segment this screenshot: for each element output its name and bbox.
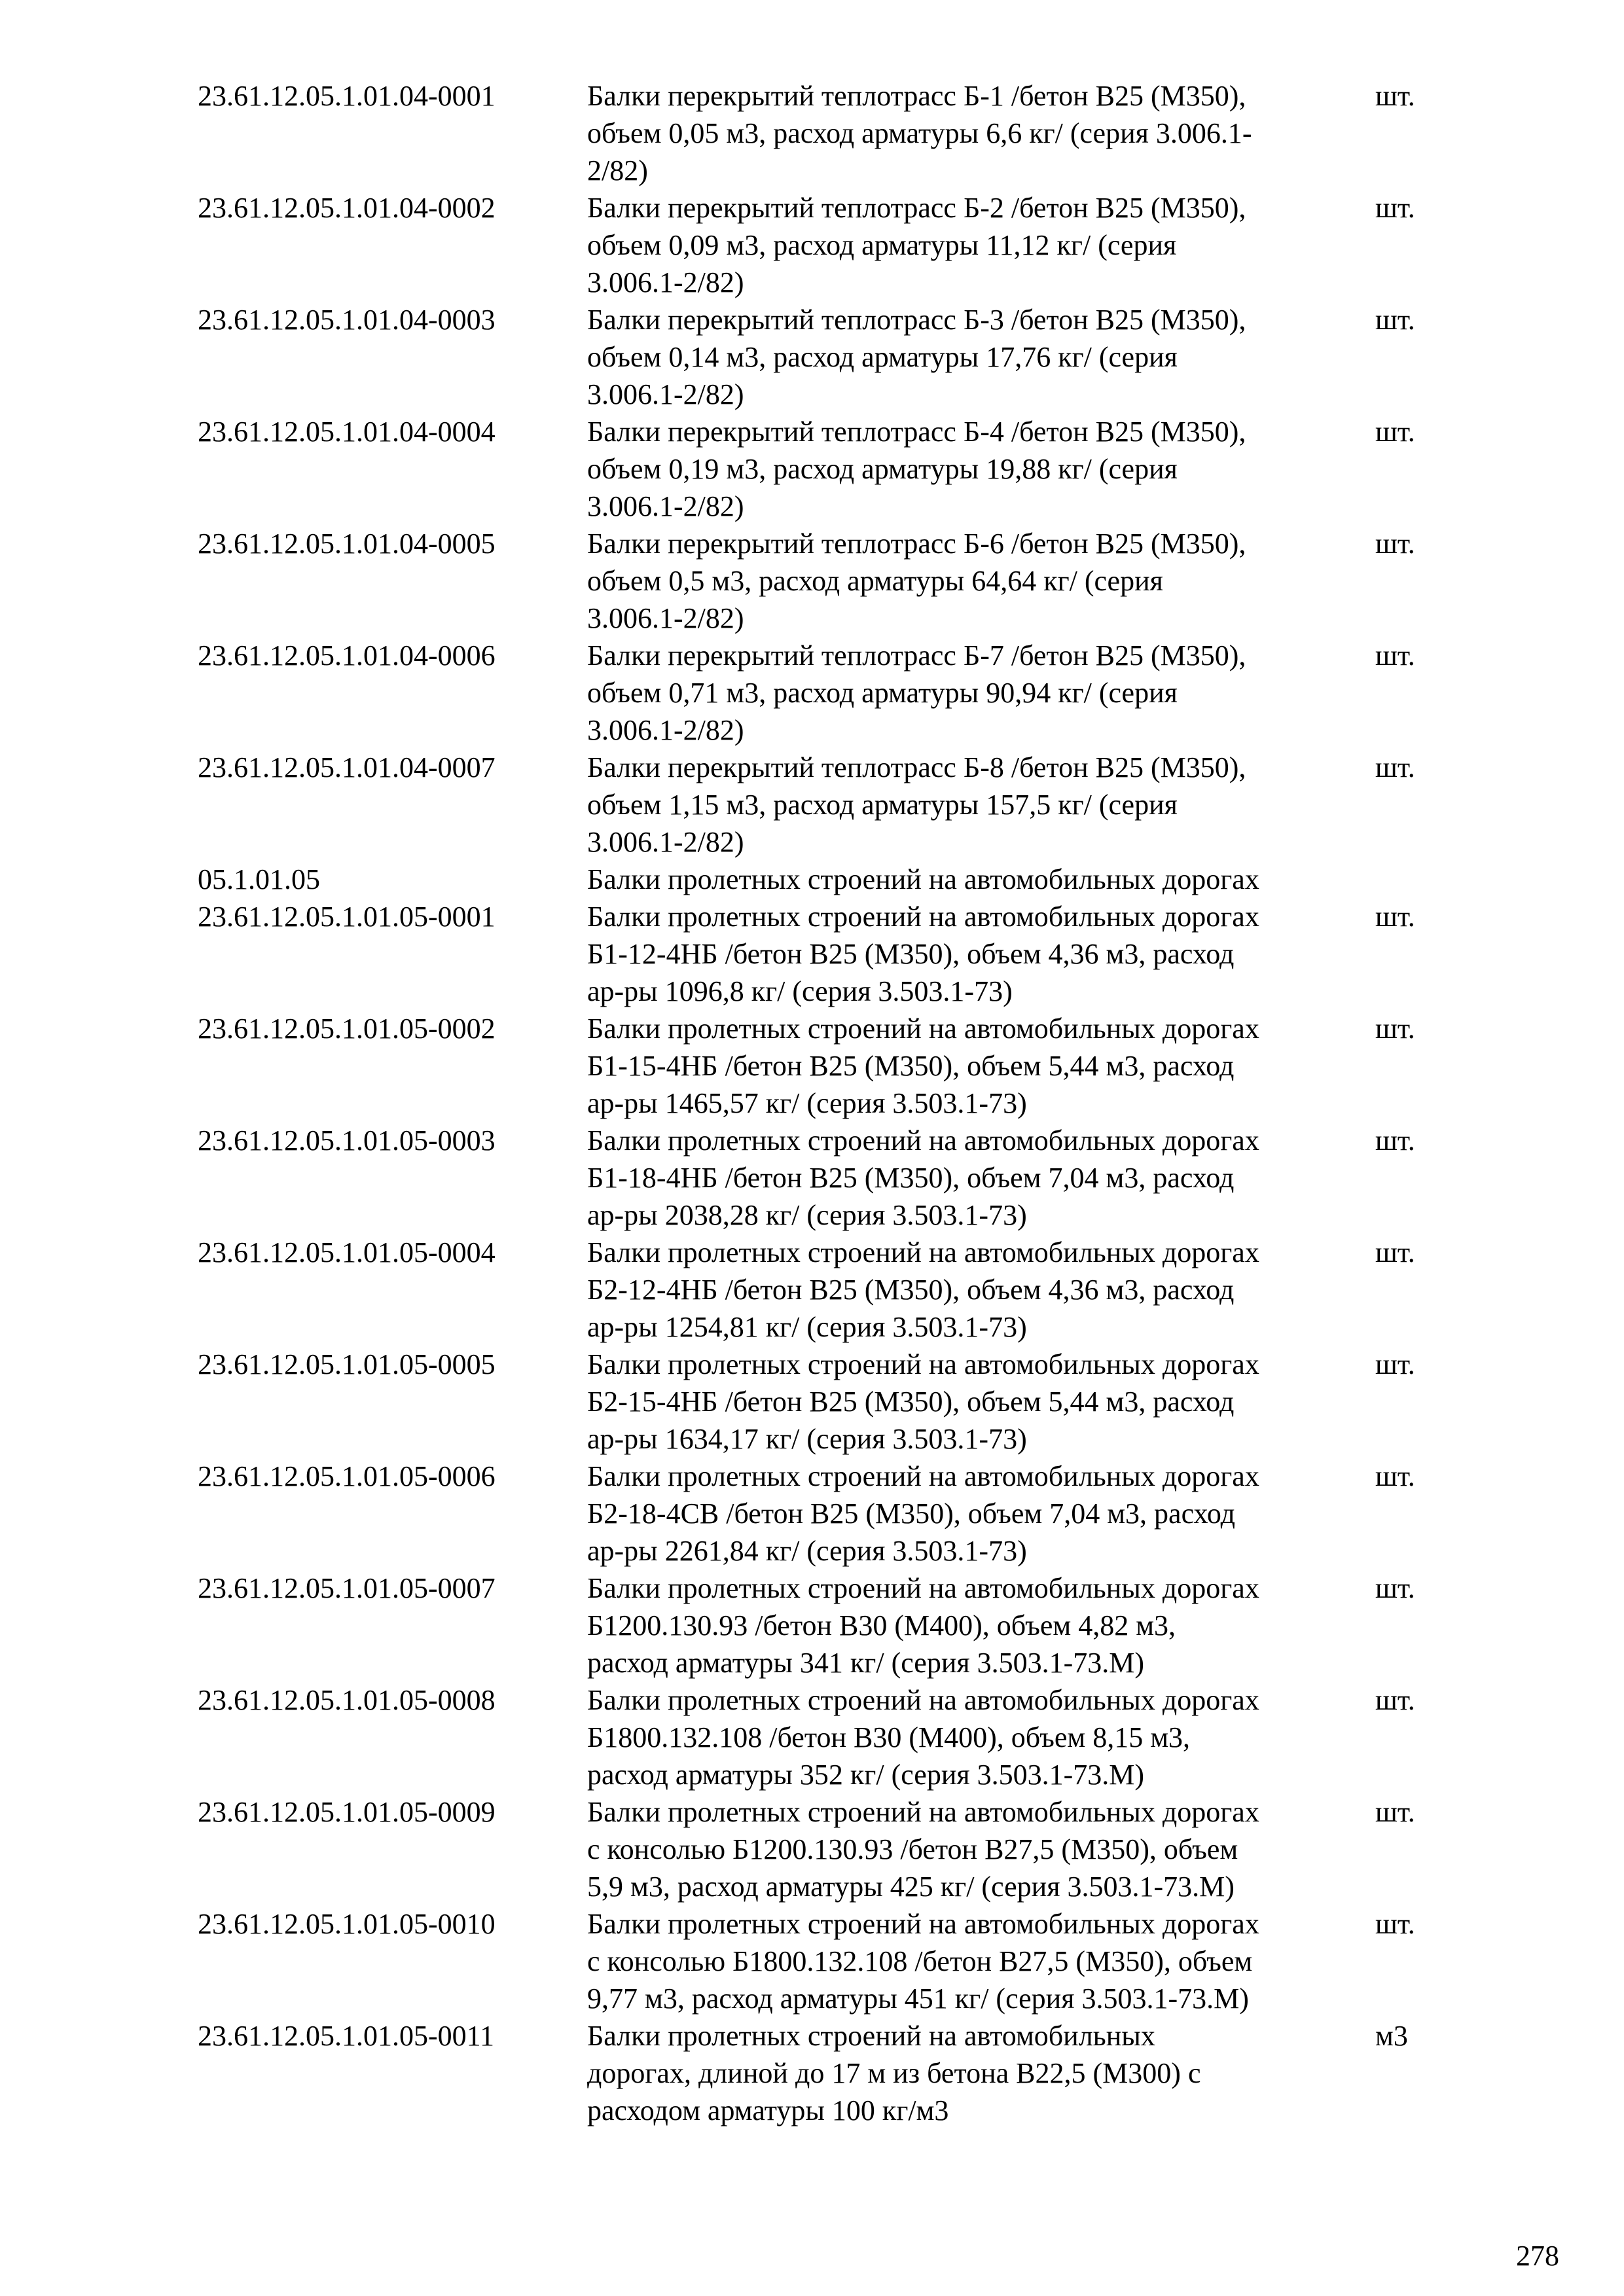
description-line: ар-ры 1254,81 кг/ (серия 3.503.1-73) [587, 1311, 1027, 1343]
description-line: объем 0,19 м3, расход арматуры 19,88 кг/ (серия [587, 453, 1178, 485]
table-row [198, 77, 1441, 189]
description-line: Б1-15-4НБ /бетон В25 (М350), объем 5,44 м3, расход [587, 1050, 1235, 1082]
table-row [198, 861, 1441, 898]
item-description [587, 189, 1373, 301]
item-unit: шт. [1375, 416, 1415, 448]
table-row [198, 189, 1441, 301]
table-row [198, 1570, 1441, 1681]
description-line: объем 1,15 м3, расход арматуры 157,5 кг/ (серия [587, 789, 1178, 821]
table-row [198, 898, 1441, 1010]
description-line: 5,9 м3, расход арматуры 425 кг/ (серия 3.503.1-73.М) [587, 1871, 1235, 1903]
item-unit: шт. [1375, 528, 1415, 560]
item-unit: шт. [1375, 1796, 1415, 1828]
item-description [587, 898, 1373, 1010]
description-line: Балки пролетных строений на автомобильных дорогах [587, 901, 1259, 933]
description-line: объем 0,09 м3, расход арматуры 11,12 кг/ (серия [587, 229, 1177, 261]
item-unit: шт. [1375, 1236, 1415, 1268]
table-row [198, 1793, 1441, 1905]
description-line: Балки пролетных строений на автомобильных дорогах [587, 1124, 1259, 1157]
item-code: 23.61.12.05.1.01.05-0003 [198, 1124, 496, 1157]
description-line: объем 0,5 м3, расход арматуры 64,64 кг/ (серия [587, 565, 1163, 597]
item-code: 23.61.12.05.1.01.05-0004 [198, 1236, 496, 1268]
item-code: 23.61.12.05.1.01.05-0002 [198, 1013, 496, 1045]
item-unit: шт. [1375, 1013, 1415, 1045]
description-line: Балки перекрытий теплотрасс Б-8 /бетон В25 (М350), [587, 751, 1246, 783]
item-description [587, 525, 1373, 637]
table-row [198, 1458, 1441, 1570]
page-number: 278 [1516, 2240, 1559, 2272]
description-line: Балки перекрытий теплотрасс Б-6 /бетон В25 (М350), [587, 528, 1246, 560]
item-code: 23.61.12.05.1.01.05-0009 [198, 1796, 496, 1828]
item-code: 23.61.12.05.1.01.05-0005 [198, 1348, 496, 1380]
description-line: 3.006.1-2/82) [587, 826, 744, 858]
item-description [587, 1458, 1373, 1570]
item-description [587, 77, 1373, 189]
description-line: с консолью Б1800.132.108 /бетон В27,5 (М350), объем [587, 1945, 1253, 1977]
description-line: Балки пролетных строений на автомобильных дорогах [587, 1908, 1259, 1940]
description-line: 9,77 м3, расход арматуры 451 кг/ (серия 3.503.1-73.М) [587, 1982, 1249, 2015]
description-line: Балки перекрытий теплотрасс Б-7 /бетон В25 (М350), [587, 639, 1246, 672]
description-line: ар-ры 2261,84 кг/ (серия 3.503.1-73) [587, 1535, 1027, 1567]
table-row [198, 1346, 1441, 1458]
item-code: 23.61.12.05.1.01.05-0007 [198, 1572, 496, 1604]
table-row [198, 2017, 1441, 2129]
description-line: 3.006.1-2/82) [587, 602, 744, 634]
description-line: ар-ры 1096,8 кг/ (серия 3.503.1-73) [587, 975, 1013, 1007]
description-line: Балки пролетных строений на автомобильных дорогах [587, 1684, 1259, 1716]
item-description [587, 1793, 1373, 1905]
description-line: Балки пролетных строений на автомобильных дорогах [587, 1013, 1259, 1045]
table-row [198, 1905, 1441, 2017]
item-description [587, 1122, 1373, 1234]
item-unit: шт. [1375, 1908, 1415, 1940]
description-line: объем 0,05 м3, расход арматуры 6,6 кг/ (серия 3.006.1- [587, 117, 1252, 149]
item-unit: м3 [1375, 2020, 1408, 2052]
description-line: Балки пролетных строений на автомобильных дорогах [587, 863, 1259, 895]
item-description [587, 1234, 1373, 1346]
item-unit: шт. [1375, 80, 1415, 112]
item-description [587, 2017, 1373, 2129]
item-description [587, 637, 1373, 749]
description-line: Балки пролетных строений на автомобильных дорогах [587, 1572, 1259, 1604]
description-line: объем 0,14 м3, расход арматуры 17,76 кг/ (серия [587, 341, 1178, 373]
item-code: 23.61.12.05.1.01.04-0007 [198, 751, 496, 783]
item-description [587, 749, 1373, 861]
description-line: ар-ры 1465,57 кг/ (серия 3.503.1-73) [587, 1087, 1027, 1119]
item-code: 23.61.12.05.1.01.04-0003 [198, 304, 496, 336]
description-line: Б2-12-4НБ /бетон В25 (М350), объем 4,36 м3, расход [587, 1274, 1235, 1306]
item-description [587, 861, 1373, 898]
description-line: с консолью Б1200.130.93 /бетон В27,5 (М350), объем [587, 1833, 1238, 1865]
item-code: 05.1.01.05 [198, 863, 320, 895]
item-description [587, 301, 1373, 413]
description-line: Балки перекрытий теплотрасс Б-2 /бетон В25 (М350), [587, 192, 1246, 224]
description-line: дорогах, длиной до 17 м из бетона В22,5 (М300) с [587, 2057, 1201, 2089]
item-code: 23.61.12.05.1.01.05-0010 [198, 1908, 496, 1940]
description-line: 3.006.1-2/82) [587, 490, 744, 522]
description-line: Б2-15-4НБ /бетон В25 (М350), объем 5,44 м3, расход [587, 1386, 1235, 1418]
item-code: 23.61.12.05.1.01.05-0008 [198, 1684, 496, 1716]
description-line: Б1-12-4НБ /бетон В25 (М350), объем 4,36 м3, расход [587, 938, 1235, 970]
item-code: 23.61.12.05.1.01.05-0011 [198, 2020, 495, 2052]
item-code: 23.61.12.05.1.01.04-0006 [198, 639, 496, 672]
table-row [198, 1122, 1441, 1234]
description-line: Б1200.130.93 /бетон В30 (М400), объем 4,82 м3, [587, 1609, 1176, 1641]
item-description [587, 1681, 1373, 1793]
item-unit: шт. [1375, 1124, 1415, 1157]
table-row [198, 1681, 1441, 1793]
item-unit: шт. [1375, 1572, 1415, 1604]
description-line: расходом арматуры 100 кг/м3 [587, 2094, 949, 2126]
description-line: расход арматуры 341 кг/ (серия 3.503.1-73.М) [587, 1647, 1145, 1679]
item-description [587, 1010, 1373, 1122]
item-description [587, 413, 1373, 525]
description-line: 3.006.1-2/82) [587, 714, 744, 746]
item-description [587, 1905, 1373, 2017]
table-row [198, 1234, 1441, 1346]
description-line: Балки пролетных строений на автомобильных [587, 2020, 1155, 2052]
description-line: Балки пролетных строений на автомобильных дорогах [587, 1796, 1259, 1828]
table-row [198, 749, 1441, 861]
description-line: ар-ры 2038,28 кг/ (серия 3.503.1-73) [587, 1199, 1027, 1231]
description-line: Б1800.132.108 /бетон В30 (М400), объем 8,15 м3, [587, 1721, 1191, 1753]
price-list-table [198, 77, 1441, 2129]
item-code: 23.61.12.05.1.01.04-0004 [198, 416, 496, 448]
item-unit: шт. [1375, 1684, 1415, 1716]
description-line: 2/82) [587, 154, 648, 187]
description-line: Балки пролетных строений на автомобильных дорогах [587, 1348, 1259, 1380]
description-line: 3.006.1-2/82) [587, 378, 744, 410]
description-line: Балки перекрытий теплотрасс Б-1 /бетон В25 (М350), [587, 80, 1246, 112]
description-line: Б1-18-4НБ /бетон В25 (М350), объем 7,04 м3, расход [587, 1162, 1235, 1194]
item-code: 23.61.12.05.1.01.05-0001 [198, 901, 496, 933]
description-line: 3.006.1-2/82) [587, 266, 744, 298]
item-unit: шт. [1375, 304, 1415, 336]
table-row [198, 637, 1441, 749]
table-row [198, 301, 1441, 413]
item-code: 23.61.12.05.1.01.04-0005 [198, 528, 496, 560]
description-line: объем 0,71 м3, расход арматуры 90,94 кг/ (серия [587, 677, 1178, 709]
item-unit: шт. [1375, 639, 1415, 672]
table-row [198, 413, 1441, 525]
item-description [587, 1346, 1373, 1458]
item-code: 23.61.12.05.1.01.04-0002 [198, 192, 496, 224]
item-unit: шт. [1375, 901, 1415, 933]
description-line: Балки перекрытий теплотрасс Б-4 /бетон В25 (М350), [587, 416, 1246, 448]
description-line: Балки пролетных строений на автомобильных дорогах [587, 1460, 1259, 1492]
description-line: Б2-18-4СВ /бетон В25 (М350), объем 7,04 м3, расход [587, 1498, 1235, 1530]
description-line: Балки пролетных строений на автомобильных дорогах [587, 1236, 1259, 1268]
description-line: ар-ры 1634,17 кг/ (серия 3.503.1-73) [587, 1423, 1027, 1455]
item-unit: шт. [1375, 192, 1415, 224]
table-row [198, 525, 1441, 637]
table-row [198, 1010, 1441, 1122]
description-line: расход арматуры 352 кг/ (серия 3.503.1-73.М) [587, 1759, 1145, 1791]
item-unit: шт. [1375, 751, 1415, 783]
item-unit: шт. [1375, 1460, 1415, 1492]
item-description [587, 1570, 1373, 1681]
item-code: 23.61.12.05.1.01.04-0001 [198, 80, 496, 112]
item-unit: шт. [1375, 1348, 1415, 1380]
description-line: Балки перекрытий теплотрасс Б-3 /бетон В25 (М350), [587, 304, 1246, 336]
item-code: 23.61.12.05.1.01.05-0006 [198, 1460, 496, 1492]
